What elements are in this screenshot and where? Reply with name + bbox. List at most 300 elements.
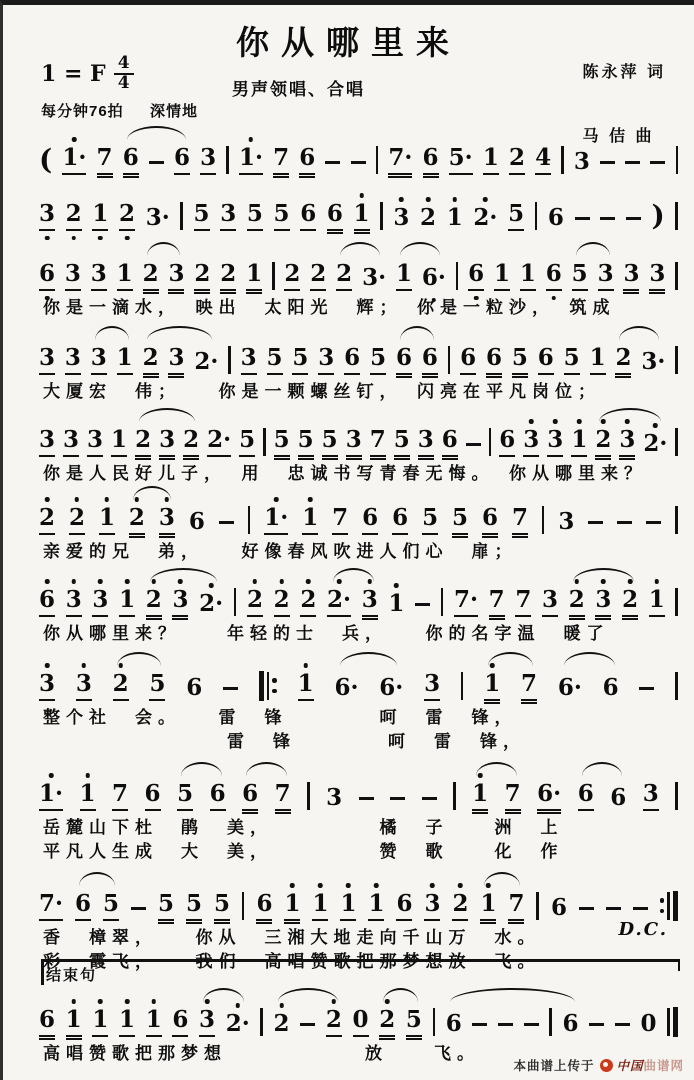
duration-dash bbox=[600, 217, 615, 221]
note-token: 7 bbox=[273, 145, 289, 175]
note-token: 2 bbox=[300, 587, 316, 617]
note-token: 2 bbox=[194, 261, 210, 291]
note-token: 1 bbox=[649, 587, 665, 617]
slur-arc bbox=[488, 652, 533, 666]
note-token: 6 bbox=[210, 781, 226, 811]
duration-dash bbox=[617, 521, 632, 525]
note-token: 7 bbox=[515, 587, 531, 617]
note-token: 7 bbox=[370, 427, 386, 457]
intro-paren: ) bbox=[651, 199, 665, 232]
lyric-line: 雷 锋 呵 雷 锋， bbox=[43, 732, 526, 751]
note-token: 2 bbox=[119, 201, 135, 231]
music-line bbox=[39, 767, 678, 811]
note-token: 3 bbox=[159, 505, 175, 535]
note-token: 1 bbox=[590, 345, 606, 375]
barline bbox=[676, 146, 679, 175]
note-token: 7 bbox=[512, 505, 528, 535]
barline bbox=[376, 146, 379, 175]
note-token: 6 bbox=[327, 201, 343, 231]
barline bbox=[248, 506, 251, 535]
note-token: 1 bbox=[66, 1007, 82, 1037]
note-token: 2 bbox=[113, 671, 129, 701]
note-token: 6 bbox=[188, 508, 205, 535]
barline bbox=[260, 1008, 263, 1037]
watermark-site-suffix: 曲谱网 bbox=[643, 1059, 684, 1073]
duration-dash bbox=[131, 907, 146, 911]
note-token: 3 bbox=[91, 345, 107, 375]
duration-dash bbox=[579, 907, 594, 911]
note-token: 3 bbox=[595, 587, 611, 617]
composer-credit: 马 佶 曲 bbox=[582, 128, 655, 145]
duration-dash bbox=[219, 521, 234, 525]
note-token: 0 bbox=[353, 1007, 369, 1037]
note-token: 4 bbox=[535, 145, 551, 175]
note-token: 2 bbox=[69, 505, 85, 535]
note-token: 1 bbox=[520, 261, 536, 291]
slur-arc bbox=[203, 988, 244, 1002]
note-token: 1 bbox=[99, 505, 115, 535]
note-token: 3· bbox=[145, 204, 170, 231]
key-signature bbox=[41, 55, 134, 93]
slur-arc bbox=[400, 326, 434, 340]
note-token: 3 bbox=[92, 587, 108, 617]
note-token: 3 bbox=[393, 205, 409, 231]
note-token: 7 bbox=[505, 781, 521, 811]
note-token: 1 bbox=[117, 345, 133, 375]
final-barline bbox=[667, 1007, 678, 1037]
slur-arc bbox=[599, 408, 661, 422]
music-line bbox=[39, 131, 678, 175]
duration-dash bbox=[600, 161, 615, 165]
barline bbox=[675, 262, 678, 291]
note-token: 3 bbox=[65, 261, 81, 291]
note-token: 5 bbox=[298, 427, 314, 457]
slur-arc bbox=[340, 652, 397, 666]
note-token: 3 bbox=[65, 345, 81, 375]
lyric-line: 亲爱的兄 弟， 好像春风吹进人们心 扉； bbox=[43, 542, 518, 561]
ending-phrase-bracket bbox=[41, 959, 680, 987]
watermark bbox=[513, 1056, 684, 1074]
note-token: 2 bbox=[452, 891, 468, 921]
note-token: 6 bbox=[442, 427, 458, 457]
note-token: 3 bbox=[623, 261, 639, 291]
note-token: 1 bbox=[246, 261, 262, 291]
note-token: 7 bbox=[521, 671, 537, 701]
note-token: 6 bbox=[396, 345, 412, 375]
note-token: 2 bbox=[39, 505, 55, 535]
repeat-end-barline bbox=[660, 891, 678, 921]
note-token: 6 bbox=[242, 781, 258, 811]
note-token: 5 bbox=[394, 427, 410, 457]
note-token: 3 bbox=[619, 427, 635, 457]
note-token: 5 bbox=[274, 201, 290, 231]
slur-arc bbox=[127, 126, 186, 140]
note-token: 1 bbox=[571, 427, 587, 457]
barline bbox=[561, 146, 564, 175]
barline bbox=[675, 672, 678, 701]
barline bbox=[675, 588, 678, 617]
note-token: 2 bbox=[284, 261, 300, 291]
note-token: 1 bbox=[302, 505, 318, 535]
duration-dash bbox=[639, 687, 654, 691]
note-token: 5 bbox=[292, 345, 308, 375]
note-token: 1 bbox=[92, 1007, 108, 1037]
duration-dash bbox=[589, 1023, 604, 1027]
time-signature bbox=[114, 55, 134, 93]
note-token: 5 bbox=[572, 261, 588, 291]
note-token: 6 bbox=[362, 505, 378, 535]
note-token: 2 bbox=[336, 261, 352, 291]
note-token: 7 bbox=[489, 587, 505, 617]
note-token: 5 bbox=[512, 345, 528, 375]
note-token: 3 bbox=[523, 427, 539, 457]
slur-arc bbox=[150, 568, 217, 582]
note-token: 0 bbox=[640, 1010, 657, 1037]
duration-dash bbox=[633, 907, 648, 911]
duration-dash bbox=[466, 443, 481, 447]
note-token: 7 bbox=[97, 145, 113, 175]
note-token: 6· bbox=[537, 781, 561, 811]
da-capo-mark: D.C. bbox=[618, 919, 668, 940]
note-token: 1 bbox=[312, 891, 328, 921]
note-token: 2 bbox=[143, 261, 159, 291]
note-token: 2 bbox=[146, 587, 162, 617]
note-token: 3 bbox=[168, 345, 184, 375]
lyric-line: 你从哪里来？ 年轻的士 兵， 你的名字温 暖了 bbox=[43, 624, 610, 643]
barline bbox=[675, 202, 678, 231]
note-token: 3 bbox=[542, 587, 558, 617]
note-token: 3 bbox=[598, 261, 614, 291]
note-token: 7 bbox=[275, 781, 291, 811]
note-token: 6 bbox=[392, 505, 408, 535]
barline bbox=[675, 506, 678, 535]
note-token: 2 bbox=[420, 205, 436, 231]
music-line bbox=[39, 247, 678, 291]
note-token: 6 bbox=[486, 345, 502, 375]
note-token: 1· bbox=[264, 505, 288, 535]
note-token: 2· bbox=[194, 348, 219, 375]
note-token: 1 bbox=[494, 261, 510, 291]
note-token: 3 bbox=[318, 345, 334, 375]
duration-dash bbox=[149, 161, 164, 165]
note-token: 3 bbox=[87, 427, 103, 457]
note-token: 1 bbox=[483, 145, 499, 175]
barline bbox=[489, 428, 492, 457]
music-line bbox=[39, 993, 678, 1037]
note-token: 2 bbox=[274, 587, 290, 617]
page-title: 你从哪里来 bbox=[236, 23, 461, 62]
note-token: 2 bbox=[310, 261, 326, 291]
note-token: 6 bbox=[422, 345, 438, 375]
note-token: 3 bbox=[66, 587, 82, 617]
duration-dash bbox=[650, 161, 665, 165]
note-token: 6· bbox=[379, 674, 404, 701]
note-token: 5 bbox=[239, 427, 255, 457]
barline bbox=[307, 782, 310, 811]
note-token: 1 bbox=[146, 1007, 162, 1037]
slur-arc bbox=[340, 242, 380, 256]
note-token: 6 bbox=[562, 1010, 579, 1037]
music-line bbox=[39, 331, 678, 375]
note-token: 6 bbox=[538, 345, 554, 375]
note-token: 2 bbox=[326, 1007, 342, 1037]
note-token: 3 bbox=[346, 427, 362, 457]
note-token: 6 bbox=[39, 261, 55, 291]
note-token: 2 bbox=[135, 427, 151, 457]
duration-dash bbox=[472, 1023, 487, 1027]
lyric-line: 平凡人生成 大 美， 赞 歌 化 作 bbox=[43, 842, 564, 861]
lyric-line: 大厦宏 伟； 你是一颗螺丝钉， 闪亮在平凡岗位； bbox=[43, 382, 601, 401]
barline bbox=[536, 892, 539, 921]
note-token: 3 bbox=[168, 261, 184, 291]
note-token: 6· bbox=[422, 265, 446, 291]
barline bbox=[380, 202, 383, 231]
duration-dash bbox=[625, 161, 640, 165]
note-token: 6 bbox=[578, 781, 594, 811]
meter-numerator: 4 bbox=[117, 53, 130, 73]
slur-arc bbox=[246, 762, 287, 776]
barline bbox=[433, 1008, 436, 1037]
slur-arc bbox=[133, 486, 171, 500]
note-token: 5 bbox=[452, 505, 468, 535]
slur-arc bbox=[79, 872, 115, 886]
note-token: 3 bbox=[424, 891, 440, 921]
lyric-line: 岳麓山下杜 鹃 美， 橘 子 洲 上 bbox=[43, 818, 564, 837]
note-token: 5 bbox=[214, 891, 230, 921]
music-line bbox=[39, 573, 678, 617]
note-token: 3 bbox=[362, 587, 378, 617]
barline bbox=[549, 1008, 552, 1037]
barline bbox=[263, 428, 266, 457]
music-line bbox=[39, 187, 678, 231]
note-token: 2 bbox=[622, 587, 638, 617]
lyric-line: 彩 霞飞， 我们 高唱赞歌把那梦想放 飞。 bbox=[43, 952, 541, 971]
note-token: 3 bbox=[649, 261, 665, 291]
note-token: 3 bbox=[39, 427, 55, 457]
note-token: 6 bbox=[550, 894, 567, 921]
note-token: 5 bbox=[149, 671, 165, 701]
music-line bbox=[39, 657, 678, 701]
note-token: 3 bbox=[172, 587, 188, 617]
duration-dash bbox=[415, 603, 430, 607]
note-token: 6 bbox=[300, 201, 316, 231]
barline bbox=[234, 588, 237, 617]
note-token: 3 bbox=[547, 427, 563, 457]
note-token: 7· bbox=[39, 891, 63, 921]
repeat-start-barline bbox=[259, 671, 277, 701]
note-token: 2 bbox=[274, 1011, 290, 1037]
note-token: 2 bbox=[129, 505, 145, 535]
note-token: 5 bbox=[267, 345, 283, 375]
note-token: 2 bbox=[66, 201, 82, 231]
note-token: 3 bbox=[418, 427, 434, 457]
note-token: 6 bbox=[610, 784, 627, 811]
note-token: 2 bbox=[509, 145, 525, 175]
note-token: 5 bbox=[247, 201, 263, 231]
duration-dash bbox=[325, 161, 340, 165]
note-token: 6 bbox=[482, 505, 498, 535]
barline bbox=[448, 346, 451, 375]
note-token: 7 bbox=[332, 505, 348, 535]
note-token: 3 bbox=[63, 427, 79, 457]
note-token: 1 bbox=[298, 671, 314, 701]
note-token: 5 bbox=[158, 891, 174, 921]
note-token: 3 bbox=[159, 427, 175, 457]
barline bbox=[453, 782, 456, 811]
note-token: 1 bbox=[80, 781, 96, 811]
tempo-text: 每分钟76拍 bbox=[41, 103, 124, 120]
note-token: 3 bbox=[39, 671, 55, 701]
note-token: 6 bbox=[174, 145, 190, 175]
note-token: 6 bbox=[123, 145, 139, 175]
barline bbox=[180, 202, 183, 231]
note-token: 3 bbox=[241, 345, 257, 375]
slur-arc bbox=[564, 652, 615, 666]
expression-text: 深情地 bbox=[150, 103, 199, 120]
note-token: 5 bbox=[406, 1007, 422, 1037]
note-token: 5 bbox=[103, 891, 119, 921]
note-token: 2 bbox=[569, 587, 585, 617]
note-token: 2 bbox=[183, 427, 199, 457]
note-token: 5 bbox=[370, 345, 386, 375]
slur-arc bbox=[582, 762, 622, 776]
note-token: 6 bbox=[299, 145, 315, 175]
ending-phrase-label: 结束句 bbox=[46, 967, 98, 984]
note-token: 6· bbox=[334, 674, 359, 701]
barline bbox=[441, 588, 444, 617]
note-token: 3 bbox=[91, 261, 107, 291]
note-token: 7· bbox=[388, 145, 412, 175]
note-token: 6 bbox=[547, 204, 564, 231]
duration-dash bbox=[575, 217, 590, 221]
watermark-site-name: 中国 bbox=[616, 1059, 644, 1073]
note-token: 2 bbox=[220, 261, 236, 291]
note-token: 3 bbox=[643, 781, 659, 811]
note-token: 3 bbox=[39, 201, 55, 231]
slur-arc bbox=[139, 408, 195, 422]
barline bbox=[675, 346, 678, 375]
note-token: 6 bbox=[186, 674, 203, 701]
note-token: 6 bbox=[468, 261, 484, 291]
note-token: 3 bbox=[220, 201, 236, 231]
note-token: 1 bbox=[447, 205, 463, 231]
note-token: 1 bbox=[119, 587, 135, 617]
note-token: 6 bbox=[445, 1010, 462, 1037]
slur-arc bbox=[147, 326, 212, 340]
slur-arc bbox=[333, 568, 374, 582]
lyric-line: 你是人民好儿子， 用 忠诚书写青春无悔。 你从哪里来？ bbox=[43, 464, 647, 483]
tempo-marking bbox=[41, 100, 198, 121]
barline bbox=[456, 262, 459, 291]
slur-arc bbox=[476, 762, 517, 776]
duration-dash bbox=[615, 1023, 630, 1027]
barline bbox=[272, 262, 275, 291]
duration-dash bbox=[351, 161, 366, 165]
slur-arc bbox=[576, 242, 610, 256]
barline bbox=[542, 506, 545, 535]
note-token: 6 bbox=[499, 427, 515, 457]
note-token: 1 bbox=[284, 891, 300, 921]
note-token: 1 bbox=[117, 261, 133, 291]
note-token: 3 bbox=[424, 671, 440, 701]
note-token: 5 bbox=[274, 427, 290, 457]
slur-arc bbox=[400, 242, 440, 256]
slur-arc bbox=[147, 242, 180, 256]
note-token: 5 bbox=[177, 781, 193, 811]
note-token: 2 bbox=[615, 345, 631, 375]
note-token: 1· bbox=[239, 145, 263, 175]
slur-arc bbox=[181, 762, 222, 776]
note-token: 2· bbox=[643, 431, 667, 457]
note-token: 2 bbox=[379, 1007, 395, 1037]
site-logo-icon bbox=[600, 1059, 613, 1072]
note-token: 6 bbox=[145, 781, 161, 811]
note-token: 2· bbox=[327, 587, 351, 617]
note-token: 1· bbox=[62, 145, 86, 175]
note-token: 2 bbox=[143, 345, 159, 375]
note-token: 6· bbox=[557, 674, 582, 701]
intro-paren: ( bbox=[39, 143, 53, 176]
note-token: 1 bbox=[340, 891, 356, 921]
music-line bbox=[39, 491, 678, 535]
note-token: 2· bbox=[473, 205, 497, 231]
note-token: 1· bbox=[39, 781, 63, 811]
watermark-text: 本曲谱上传于 bbox=[513, 1059, 595, 1073]
slur-arc bbox=[484, 872, 520, 886]
duration-dash bbox=[422, 797, 437, 801]
note-token: 5 bbox=[564, 345, 580, 375]
duration-dash bbox=[606, 907, 621, 911]
note-token: 6 bbox=[39, 1007, 55, 1037]
note-token: 3 bbox=[326, 784, 343, 811]
slur-arc bbox=[383, 988, 418, 1002]
note-token: 2· bbox=[226, 1011, 250, 1037]
lyricist-credit: 陈永萍 词 bbox=[582, 64, 666, 81]
note-token: 7 bbox=[112, 781, 128, 811]
duration-dash bbox=[300, 1023, 315, 1027]
note-token: 6 bbox=[423, 145, 439, 175]
slur-arc bbox=[278, 988, 338, 1002]
duration-dash bbox=[498, 1023, 513, 1027]
barline bbox=[535, 202, 538, 231]
note-token: 5 bbox=[422, 505, 438, 535]
duration-dash bbox=[359, 797, 374, 801]
barline bbox=[226, 146, 229, 175]
note-token: 3· bbox=[641, 348, 666, 375]
barline bbox=[242, 892, 245, 921]
note-token: 1 bbox=[396, 261, 412, 291]
slur-arc bbox=[619, 326, 659, 340]
slur-arc bbox=[450, 988, 575, 1002]
note-token: 6 bbox=[172, 1007, 188, 1037]
note-token: 5 bbox=[508, 201, 524, 231]
note-token: 6 bbox=[256, 891, 272, 921]
note-token: 3 bbox=[39, 345, 55, 375]
slur-arc bbox=[573, 568, 634, 582]
key-text: 1 = F bbox=[41, 60, 106, 87]
note-token: 3 bbox=[200, 145, 216, 175]
note-token: 1 bbox=[354, 201, 370, 231]
note-token: 7· bbox=[454, 587, 478, 617]
note-token: 6 bbox=[396, 891, 412, 921]
note-token: 6 bbox=[460, 345, 476, 375]
note-token: 1 bbox=[111, 427, 127, 457]
note-token: 1 bbox=[388, 591, 404, 617]
duration-dash bbox=[646, 521, 661, 525]
note-token: 5 bbox=[194, 201, 210, 231]
note-token: 3 bbox=[558, 508, 575, 535]
duration-dash bbox=[626, 217, 641, 221]
